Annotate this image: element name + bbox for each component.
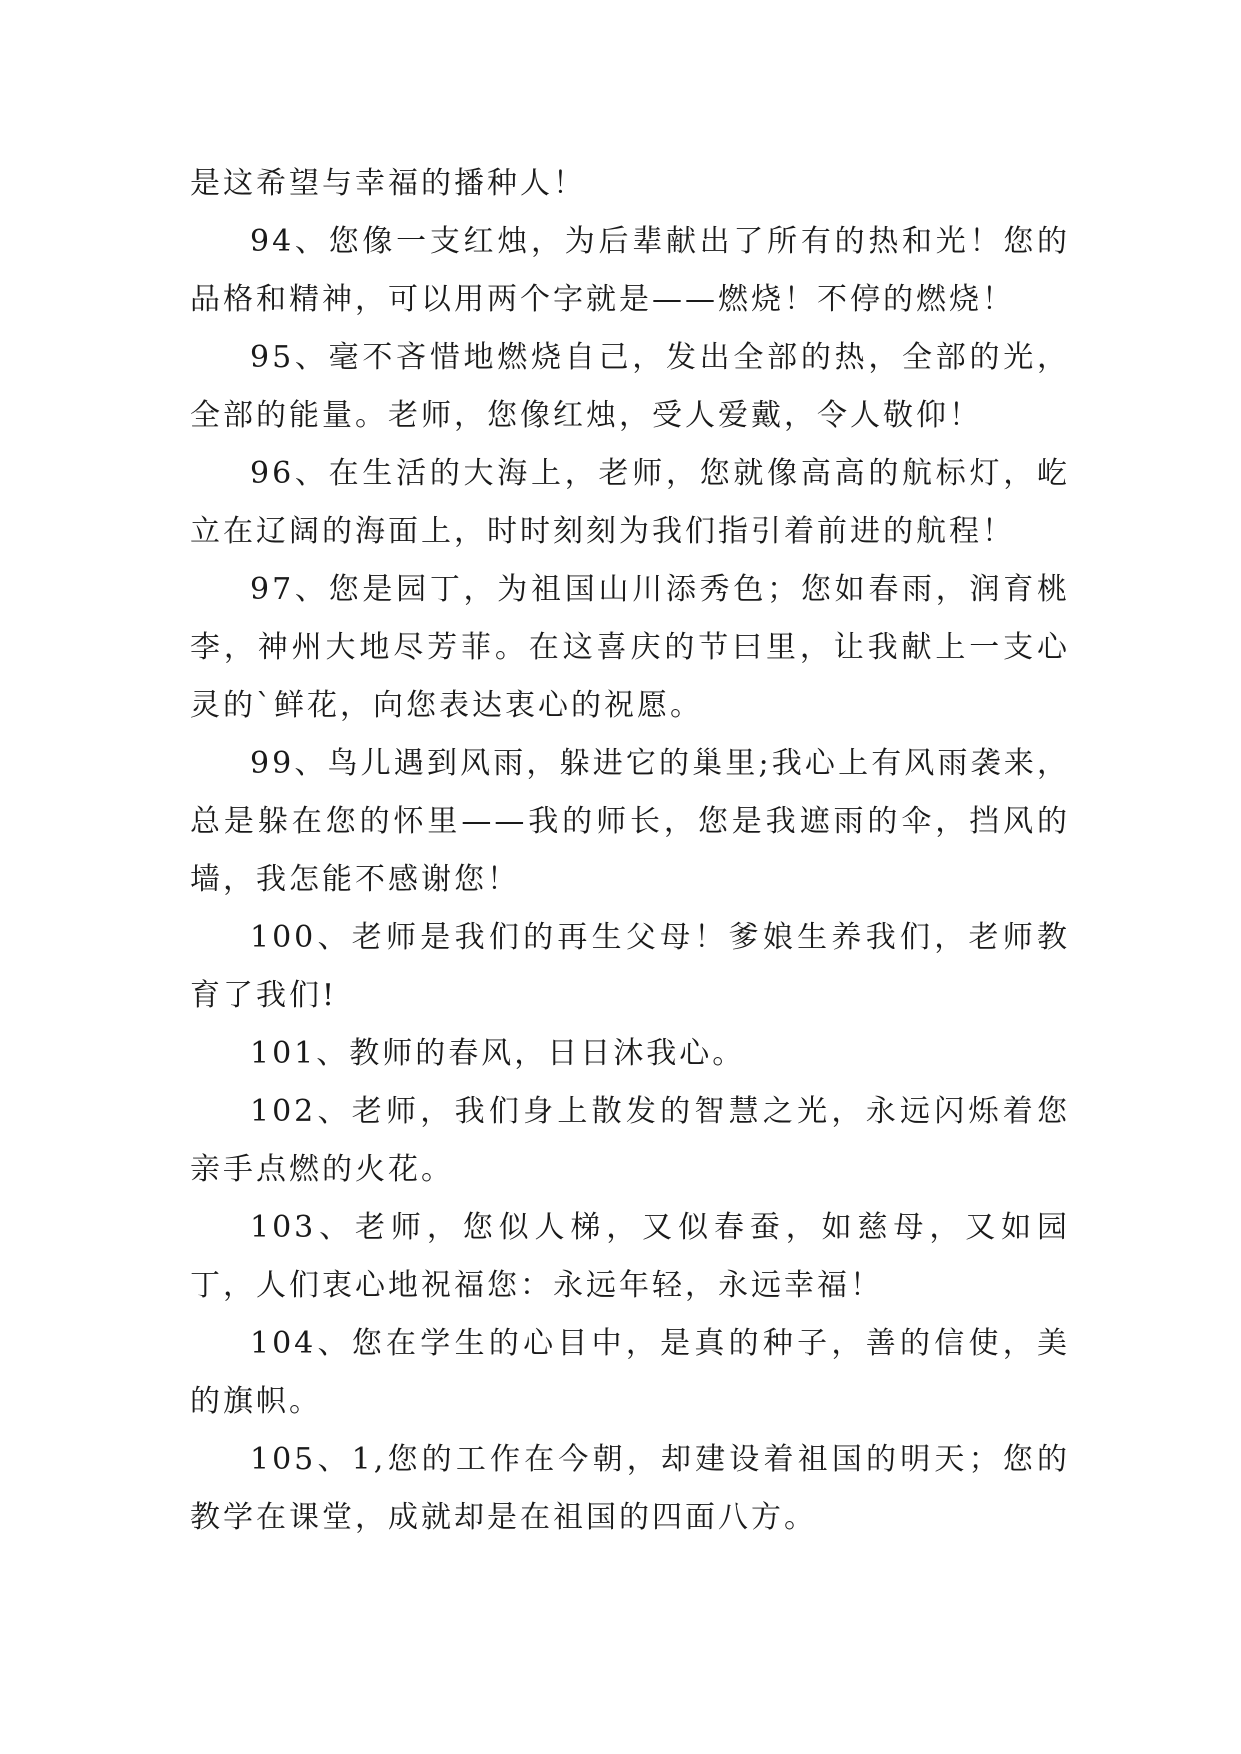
paragraph-97: 97、您是园丁，为祖国山川添秀色；您如春雨，润育桃李，神州大地尽芳菲。在这喜庆的节曰里，让我献上一支心灵的`鲜花，向您表达衷心的祝愿。 xyxy=(190,572,1070,723)
paragraph-101: 101、教师的春风，日日沐我心。 xyxy=(250,1036,746,1071)
paragraph-100: 100、老师是我们的再生父母！爹娘生养我们，老师教育了我们! xyxy=(190,920,1070,1013)
paragraph-102: 102、老师，我们身上散发的智慧之光，永远闪烁着您亲手点燃的火花。 xyxy=(190,1094,1070,1187)
paragraph-105: 105、1,您的工作在今朝，却建设着祖国的明天；您的教学在课堂，成就却是在祖国的四面八方。 xyxy=(190,1442,1070,1535)
paragraph-104: 104、您在学生的心目中，是真的种子，善的信使，美的旗帜。 xyxy=(190,1326,1070,1419)
document-body xyxy=(190,155,1070,1547)
paragraph-99: 99、鸟儿遇到风雨，躲进它的巢里;我心上有风雨袭来，总是躲在您的怀里——我的师长，您是我遮雨的伞，挡风的墙，我怎能不感谢您！ xyxy=(190,746,1070,897)
paragraph-95: 95、毫不吝惜地燃烧自己，发出全部的热，全部的光，全部的能量。老师，您像红烛，受人爱戴，令人敬仰！ xyxy=(190,340,1070,433)
paragraph-96: 96、在生活的大海上，老师，您就像高高的航标灯，屹立在辽阔的海面上，时时刻刻为我们指引着前进的航程！ xyxy=(190,456,1070,549)
paragraph-103: 103、老师，您似人梯，又似春蚕，如慈母，又如园丁，人们衷心地祝福您：永远年轻，永远幸福！ xyxy=(190,1210,1070,1303)
paragraph-continued: 是这希望与幸福的播种人！ xyxy=(190,166,586,201)
paragraph-94: 94、您像一支红烛，为后辈献出了所有的热和光！您的品格和精神，可以用两个字就是——燃烧！不停的燃烧！ xyxy=(190,224,1070,317)
